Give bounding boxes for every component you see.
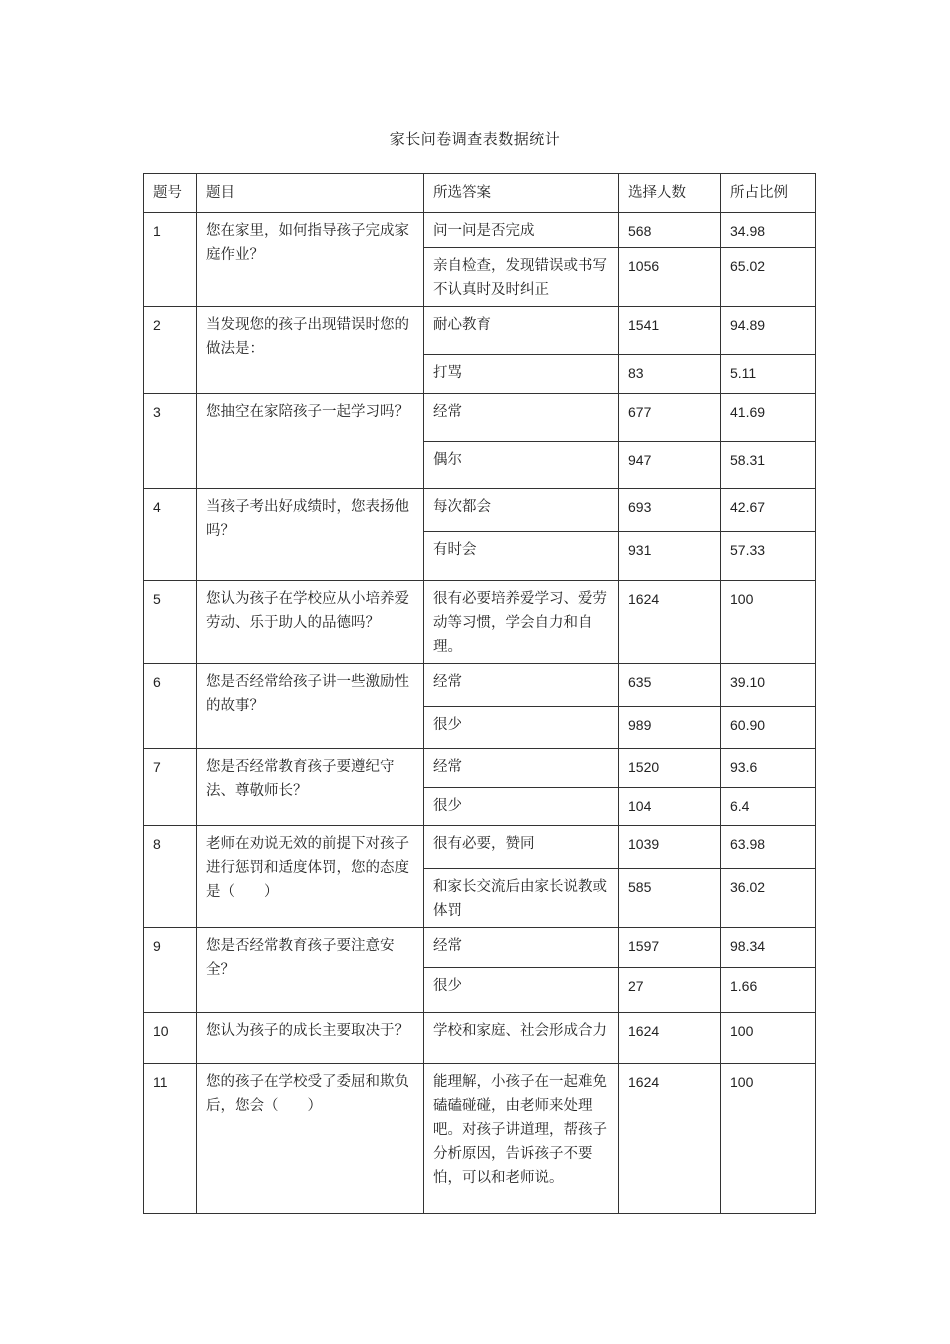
answer-percent: 60.90 xyxy=(721,707,816,749)
question-text: 您认为孩子的成长主要取决于？ xyxy=(197,1013,424,1064)
question-number: 10 xyxy=(144,1013,197,1064)
answer-percent: 98.34 xyxy=(721,928,816,968)
table-row xyxy=(144,394,816,442)
question-number: 3 xyxy=(144,394,197,489)
answer-percent: 34.98 xyxy=(721,213,816,248)
answer-option: 很有必要培养爱学习、爱劳动等习惯，学会自力和自理。 xyxy=(424,581,619,664)
table-row xyxy=(144,1064,816,1214)
question-text: 您是否经常教育孩子要注意安全？ xyxy=(197,928,424,1013)
table-row xyxy=(144,928,816,968)
answer-percent: 5.11 xyxy=(721,355,816,394)
answer-option: 经常 xyxy=(424,664,619,707)
answer-option: 经常 xyxy=(424,749,619,788)
answer-count: 1624 xyxy=(619,581,721,664)
table-row xyxy=(144,749,816,788)
answer-option: 耐心教育 xyxy=(424,307,619,355)
question-text: 您的孩子在学校受了委屈和欺负后，您会（ ） xyxy=(197,1064,424,1214)
table-row xyxy=(144,826,816,869)
answer-percent: 6.4 xyxy=(721,788,816,826)
answer-option: 很少 xyxy=(424,788,619,826)
answer-count: 635 xyxy=(619,664,721,707)
answer-count: 1039 xyxy=(619,826,721,869)
answer-option: 偶尔 xyxy=(424,442,619,489)
question-number: 7 xyxy=(144,749,197,826)
header-question: 题目 xyxy=(197,174,424,213)
answer-count: 1597 xyxy=(619,928,721,968)
question-text: 当发现您的孩子出现错误时您的做法是： xyxy=(197,307,424,394)
answer-count: 677 xyxy=(619,394,721,442)
answer-count: 104 xyxy=(619,788,721,826)
table-row xyxy=(144,489,816,532)
answer-percent: 1.66 xyxy=(721,968,816,1013)
answer-percent: 58.31 xyxy=(721,442,816,489)
question-text: 当孩子考出好成绩时，您表扬他吗？ xyxy=(197,489,424,581)
answer-count: 1624 xyxy=(619,1013,721,1064)
answer-count: 931 xyxy=(619,532,721,581)
answer-option: 很有必要，赞同 xyxy=(424,826,619,869)
question-number: 4 xyxy=(144,489,197,581)
header-count: 选择人数 xyxy=(619,174,721,213)
answer-percent: 39.10 xyxy=(721,664,816,707)
answer-count: 1541 xyxy=(619,307,721,355)
answer-option: 问一问是否完成 xyxy=(424,213,619,248)
question-text: 您是否经常教育孩子要遵纪守法、尊敬师长？ xyxy=(197,749,424,826)
answer-count: 27 xyxy=(619,968,721,1013)
table-row xyxy=(144,213,816,248)
answer-option: 打骂 xyxy=(424,355,619,394)
answer-percent: 94.89 xyxy=(721,307,816,355)
answer-count: 989 xyxy=(619,707,721,749)
question-number: 2 xyxy=(144,307,197,394)
table-row xyxy=(144,1013,816,1064)
answer-option: 经常 xyxy=(424,394,619,442)
header-percent: 所占比例 xyxy=(721,174,816,213)
answer-count: 585 xyxy=(619,869,721,928)
answer-count: 693 xyxy=(619,489,721,532)
question-number: 1 xyxy=(144,213,197,307)
answer-percent: 41.69 xyxy=(721,394,816,442)
answer-percent: 36.02 xyxy=(721,869,816,928)
answer-count: 1056 xyxy=(619,248,721,307)
answer-option: 能理解，小孩子在一起难免磕磕碰碰，由老师来处理吧。对孩子讲道理，帮孩子分析原因，告诉孩子不要怕，可以和老师说。 xyxy=(424,1064,619,1214)
answer-option: 很少 xyxy=(424,707,619,749)
answer-percent: 100 xyxy=(721,581,816,664)
answer-percent: 100 xyxy=(721,1064,816,1214)
table-row xyxy=(144,307,816,355)
answer-percent: 57.33 xyxy=(721,532,816,581)
table-row xyxy=(144,581,816,664)
answer-count: 1624 xyxy=(619,1064,721,1214)
answer-percent: 100 xyxy=(721,1013,816,1064)
answer-percent: 93.6 xyxy=(721,749,816,788)
answer-count: 83 xyxy=(619,355,721,394)
answer-option: 学校和家庭、社会形成合力 xyxy=(424,1013,619,1064)
question-text: 您在家里，如何指导孩子完成家庭作业？ xyxy=(197,213,424,307)
question-text: 老师在劝说无效的前提下对孩子进行惩罚和适度体罚，您的态度是（ ） xyxy=(197,826,424,928)
answer-option: 和家长交流后由家长说教或体罚 xyxy=(424,869,619,928)
header-row xyxy=(144,174,816,213)
answer-count: 1520 xyxy=(619,749,721,788)
answer-percent: 42.67 xyxy=(721,489,816,532)
survey-table xyxy=(143,173,816,1214)
question-number: 6 xyxy=(144,664,197,749)
answer-option: 亲自检查，发现错误或书写不认真时及时纠正 xyxy=(424,248,619,307)
table-row xyxy=(144,664,816,707)
answer-count: 568 xyxy=(619,213,721,248)
question-text: 您抽空在家陪孩子一起学习吗？ xyxy=(197,394,424,489)
answer-count: 947 xyxy=(619,442,721,489)
question-text: 您是否经常给孩子讲一些激励性的故事？ xyxy=(197,664,424,749)
question-number: 8 xyxy=(144,826,197,928)
header-answer: 所选答案 xyxy=(424,174,619,213)
question-number: 11 xyxy=(144,1064,197,1214)
answer-percent: 65.02 xyxy=(721,248,816,307)
question-text: 您认为孩子在学校应从小培养爱劳动、乐于助人的品德吗？ xyxy=(197,581,424,664)
survey-body xyxy=(144,213,816,1214)
question-number: 9 xyxy=(144,928,197,1013)
answer-option: 经常 xyxy=(424,928,619,968)
header-no: 题号 xyxy=(144,174,197,213)
answer-option: 有时会 xyxy=(424,532,619,581)
answer-option: 很少 xyxy=(424,968,619,1013)
document-title: 家长问卷调查表数据统计 xyxy=(389,130,561,148)
question-number: 5 xyxy=(144,581,197,664)
answer-percent: 63.98 xyxy=(721,826,816,869)
answer-option: 每次都会 xyxy=(424,489,619,532)
